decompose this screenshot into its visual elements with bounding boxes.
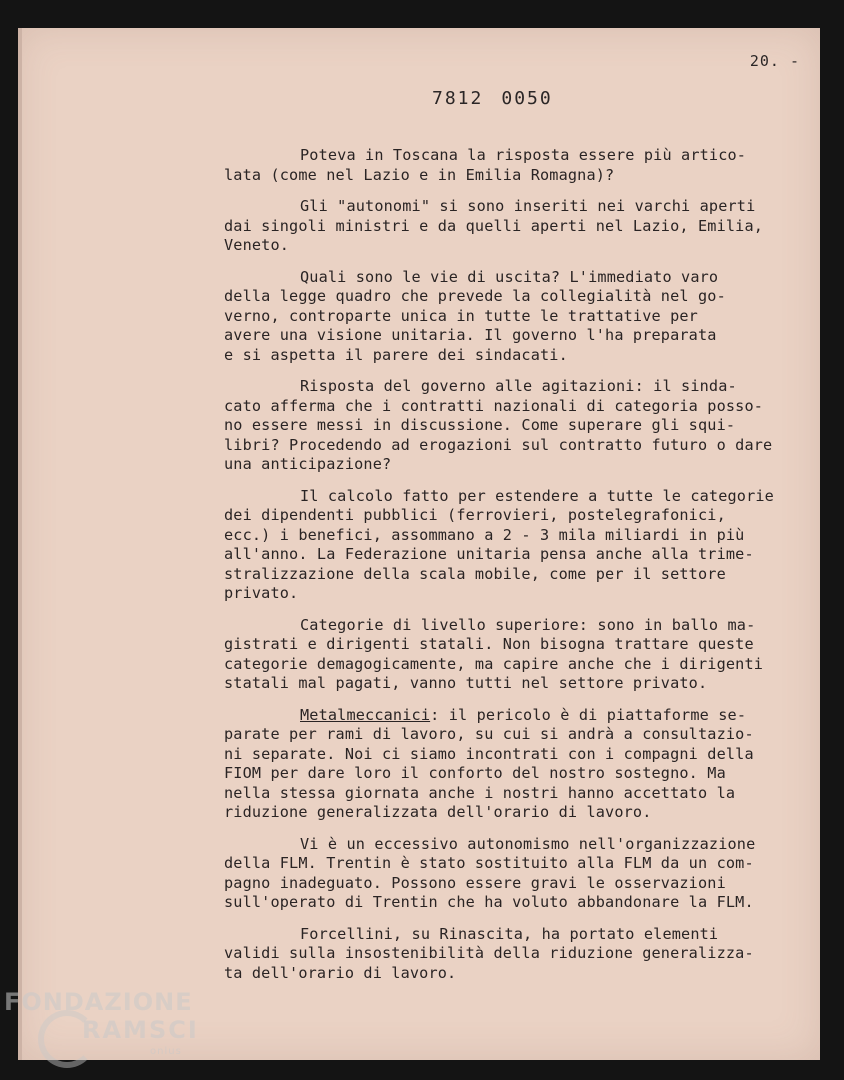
paragraph [224,925,804,984]
document-code-part: 7812 [432,88,484,109]
text-line: della FLM. Trentin è stato sostituito alla FLM da un com- [224,854,754,872]
text-line: Vi è un eccessivo autonomismo nell'organizzazione [300,834,756,853]
paragraph [224,268,804,366]
text-line-rest: : il pericolo è di piattaforme se- [430,705,747,724]
paragraph [224,706,804,823]
text-line: pagno inadeguato. Possono essere gravi le osservazioni [224,873,726,892]
text-line: una anticipazione? [224,455,392,473]
underlined-heading: Metalmeccanici [300,705,431,724]
paragraph [224,377,804,475]
text-line: dai singoli ministri e da quelli aperti nel Lazio, Emilia, [224,216,764,235]
text-line: ta dell'orario di lavoro. [224,963,457,982]
text-line: ni separate. Noi ci siamo incontrati con i compagni della [224,744,754,763]
text-line: e si aspetta il parere dei sindacati. [224,345,568,364]
text-line: parate per rami di lavoro, su cui si andrà a consultazio- [224,725,754,743]
text-line: Il calcolo fatto per estendere a tutte le categorie [300,486,774,505]
text-line: avere una visione unitaria. Il governo l'ha preparata [224,326,717,344]
text-line: FIOM per dare loro il conforto del nostro sostegno. Ma [224,764,726,782]
paragraph [224,616,804,694]
text-line: della legge quadro che prevede la collegialità nel go- [224,287,726,305]
document-body [224,146,804,995]
text-line: verno, controparte unica in tutte le trattative per [224,306,698,325]
paragraph [224,835,804,913]
text-line: riduzione generalizzata dell'orario di lavoro. [224,803,652,821]
page-number: 20. - [749,52,800,70]
text-line: no essere messi in discussione. Come superare gli squi- [224,416,736,434]
text-line: gistrati e dirigenti statali. Non bisogna trattare queste [224,635,754,653]
paragraph [224,487,804,604]
text-line: Quali sono le vie di uscita? L'immediato varo [300,267,719,286]
watermark-line-3: onlus [150,1046,182,1057]
text-line: Gli "autonomi" si sono inseriti nei varchi aperti [300,197,756,215]
text-line: dei dipendenti pubblici (ferrovieri, postelegrafonici, [224,506,726,524]
page-edge [18,28,22,1060]
text-line: categorie demagogicamente, ma capire anche che i dirigenti [224,654,764,673]
text-line: Forcellini, su Rinascita, ha portato elementi [300,924,719,943]
watermark-line-1: FONDAZIONE [4,988,193,1016]
text-line: ecc.) i benefici, assommano a 2 - 3 mila miliardi in più [224,525,745,544]
text-line: cato afferma che i contratti nazionali di categoria posso- [224,396,764,415]
text-line: Categorie di livello superiore: sono in ballo ma- [300,615,756,634]
text-line: libri? Procedendo ad erogazioni sul contratto futuro o dare [224,435,773,454]
text-line: privato. [224,584,299,602]
text-line: all'anno. La Federazione unitaria pensa anche alla trime- [224,545,754,563]
text-line: validi sulla insostenibilità della riduzione generalizza- [224,944,754,962]
paragraph [224,146,804,185]
text-line: statali mal pagati, vanno tutti nel settore privato. [224,674,708,692]
document-code [432,88,553,109]
paragraph [224,197,804,256]
text-line [224,706,804,726]
text-line: Poteva in Toscana la risposta essere più artico- [300,146,747,164]
text-line: sull'operato di Trentin che ha voluto abbandonare la FLM. [224,893,754,911]
fondazione-gramsci-watermark [4,988,214,1068]
text-line: Risposta del governo alle agitazioni: il sinda- [300,377,737,395]
text-line: nella stessa giornata anche i nostri hanno accettato la [224,783,736,802]
text-line: lata (come nel Lazio e in Emilia Romagna)? [224,165,615,184]
text-line: Veneto. [224,236,290,254]
text-line: stralizzazione della scala mobile, come per il settore [224,564,726,583]
watermark-line-2: RAMSCI [82,1016,199,1044]
document-code-part: 0050 [501,88,553,109]
